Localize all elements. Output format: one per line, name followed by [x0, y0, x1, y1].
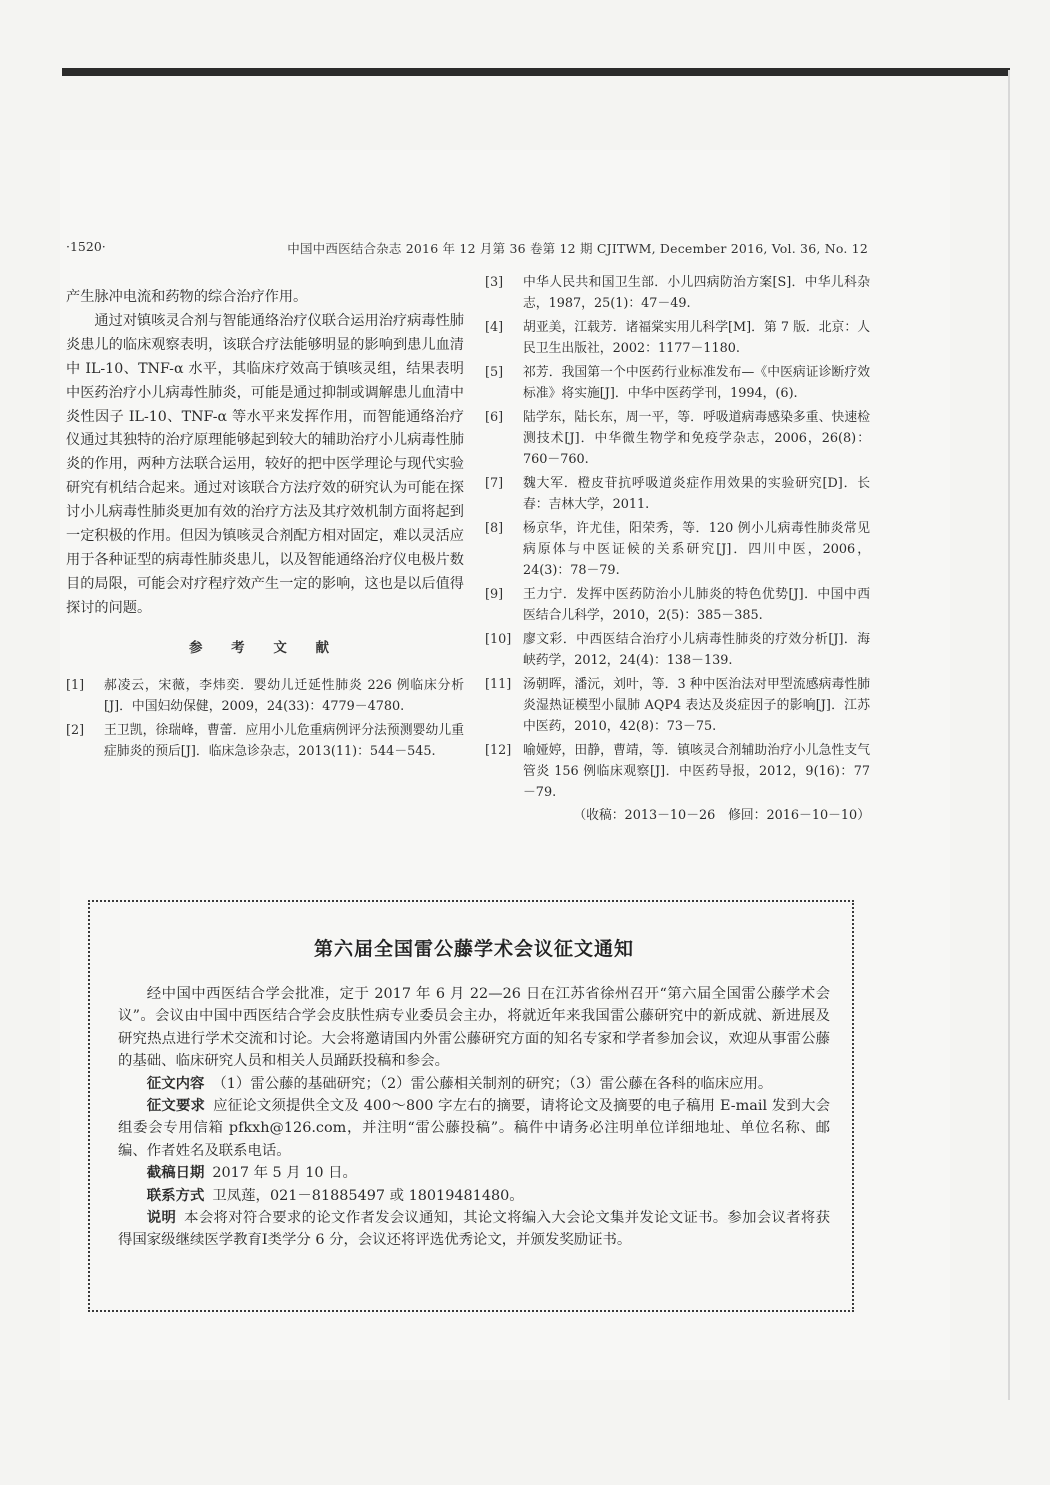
reference-text: 陆学东，陆长东，周一平，等．呼吸道病毒感染多重、快速检测技术[J]．中华微生物学和免疫学杂志，2006，26(8)：760－760. [523, 410, 870, 467]
notice-content [118, 934, 830, 1252]
notice-deadline-item [118, 1162, 830, 1184]
reference-number: [9] [485, 587, 504, 602]
reference-item [485, 407, 870, 470]
reference-number: [10] [485, 632, 512, 647]
reference-text: 魏大军．橙皮苷抗呼吸道炎症作用效果的实验研究[D]．长春：吉林大学，2011. [523, 476, 870, 512]
notice-label: 征文内容 [146, 1075, 205, 1092]
reference-item [485, 473, 870, 515]
notice-text: 2017 年 5 月 10 日。 [212, 1165, 357, 1182]
reference-number: [11] [485, 677, 512, 692]
reference-text: 中华人民共和国卫生部．小儿四病防治方案[S]．中华儿科杂志，1987，25(1)：47－49. [523, 275, 870, 311]
body-paragraph-1: 产生脉冲电流和药物的综合治疗作用。 [66, 289, 308, 305]
references-heading: 参 考 文 献 [188, 639, 342, 656]
journal-citation: 中国中西医结合杂志 2016 年 12 月第 36 卷第 12 期 CJITWM, December 2016, Vol. 36, No. 12 [287, 241, 868, 256]
reference-number: [6] [485, 410, 504, 425]
page-number: ·1520· [66, 239, 106, 254]
reference-item [485, 317, 870, 359]
received-dates: （收稿：2013－10－26 修回：2016－10－10） [573, 808, 870, 823]
reference-item [485, 518, 870, 581]
reference-text: 喻娅婷，田静，曹靖，等．镇咳灵合剂辅助治疗小儿急性支气管炎 156 例临床观察[J]．中医药导报，2012，9(16)：77－79. [523, 743, 870, 800]
scan-top-bar [62, 68, 1010, 76]
notice-text: 卫凤莲，021－81885497 或 18019481480。 [212, 1187, 524, 1204]
notice-text: （1）雷公藤的基础研究；（2）雷公藤相关制剂的研究；（3）雷公藤在各科的临床应用。 [212, 1075, 773, 1092]
reference-item [485, 740, 870, 803]
reference-number: [7] [485, 476, 504, 491]
reference-text: 祁芳．我国第一个中医药行业标准发布—《中医病证诊断疗效标准》将实施[J]．中华中医药学刊，1994，(6). [523, 365, 870, 401]
reference-text: 王卫凯，徐瑞峰，曹蕾．应用小儿危重病例评分法预测婴幼儿重症肺炎的预后[J]．临床急诊杂志，2013(11)：544－545. [104, 722, 464, 759]
reference-item [485, 629, 870, 671]
reference-number: [1] [66, 677, 85, 693]
reference-text: 廖文彩．中西医结合治疗小儿病毒性肺炎的疗效分析[J]．海峡药学，2012，24(4)：138－139. [523, 632, 870, 668]
reference-number: [5] [485, 365, 504, 380]
reference-number: [4] [485, 320, 504, 335]
left-column [66, 286, 464, 765]
notice-label: 截稿日期 [146, 1165, 205, 1182]
body-paragraph-2: 通过对镇咳灵合剂与智能通络治疗仪联合运用治疗病毒性肺炎患儿的临床观察表明，该联合疗法能够明显的影响到患儿血清中 IL-10、TNF-α 水平，其临床疗效高于镇咳灵组，结果表明中医药治疗小儿病毒性肺炎，可能是通过抑制或调解患儿血清中炎性因子 IL-10、TNF-α 等水平来发挥作用，而智能通络治疗仪通过其独特的治疗原理能够起到较大的辅助治疗小儿病毒性肺炎的作用，两种方法联合运用，较好的把中医学理论与现代实验研究有机结合起来。通过对该联合方法疗效的研究认为可能在探讨小儿病毒性肺炎更加有效的治疗方法及其疗效机制方面将起到一定积极的作用。但因为镇咳灵合剂配方相对固定，难以灵活应用于各种证型的病毒性肺炎患儿，以及智能通络治疗仪电极片数目的局限，可能会对疗程疗效产生一定的影响，这也是以后值得探讨的问题。 [66, 312, 464, 616]
notice-text: 应征论文须提供全文及 400～800 字左右的摘要，请将论文及摘要的电子稿用 E-mail 发到大会组委会专用信箱 pfkxh@126.com，并注明“雷公藤投稿”。稿件中请务必注明单位详细地址、单位名称、邮编、作者姓名及联系电话。 [118, 1098, 830, 1159]
reference-item [485, 362, 870, 404]
notice-text: 本会将对符合要求的论文作者发会议通知，其论文将编入大会论文集并发论文证书。参加会议者将获得国家级继续医学教育Ⅰ类学分 6 分，会议还将评选优秀论文，并颁发奖励证书。 [118, 1210, 830, 1249]
running-header [66, 237, 868, 259]
notice-contact-item [118, 1185, 830, 1207]
reference-item [66, 720, 464, 762]
notice-content-item [118, 1073, 830, 1095]
notice-label: 说明 [146, 1210, 177, 1227]
notice-title: 第六届全国雷公藤学术会议征文通知 [313, 938, 634, 960]
reference-item [485, 272, 870, 314]
reference-number: [12] [485, 743, 512, 758]
reference-item [485, 584, 870, 626]
notice-label: 征文要求 [146, 1098, 206, 1115]
notice-label: 联系方式 [146, 1187, 205, 1204]
conference-notice-box [88, 900, 854, 1312]
reference-number: [2] [66, 722, 85, 738]
reference-number: [8] [485, 521, 504, 536]
reference-number: [3] [485, 275, 504, 290]
page-edge [1008, 70, 1010, 1400]
notice-intro: 经中国中西医结合学会批准，定于 2017 年 6 月 22—26 日在江苏省徐州召开“第六届全国雷公藤学术会议”。会议由中国中西医结合学会皮肤性病专业委员会主办，将就近年来我国雷公藤研究中的新成就、新进展及研究热点进行学术交流和讨论。大会将邀请国内外雷公藤研究方面的知名专家和学者参加会议，欢迎从事雷公藤的基础、临床研究人员和相关人员踊跃投稿和参会。 [118, 986, 830, 1070]
right-column [485, 272, 870, 826]
reference-text: 胡亚美，江载芳．诸福棠实用儿科学[M]．第 7 版．北京：人民卫生出版社，2002：1177－1180. [523, 320, 870, 356]
reference-text: 汤朝晖，潘沅，刘叶，等．3 种中医治法对甲型流感病毒性肺炎湿热证模型小鼠肺 AQP4 表达及炎症因子的影响[J]．江苏中医药，2010，42(8)：73－75. [523, 677, 870, 734]
reference-text: 郝凌云，宋薇，李炜奕．婴幼儿迁延性肺炎 226 例临床分析[J]．中国妇幼保健，2009，24(33)：4779－4780. [104, 677, 464, 714]
reference-text: 王力宁．发挥中医药防治小儿肺炎的特色优势[J]．中国中西医结合儿科学，2010，2(5)：385－385. [523, 587, 870, 623]
reference-item [66, 675, 464, 717]
reference-item [485, 674, 870, 737]
reference-text: 杨京华，许尤佳，阳荣秀，等．120 例小儿病毒性肺炎常见病原体与中医证候的关系研究[J]．四川中医，2006，24(3)：78－79. [523, 521, 870, 578]
notice-note-item [118, 1207, 830, 1252]
notice-requirements-item [118, 1095, 830, 1162]
